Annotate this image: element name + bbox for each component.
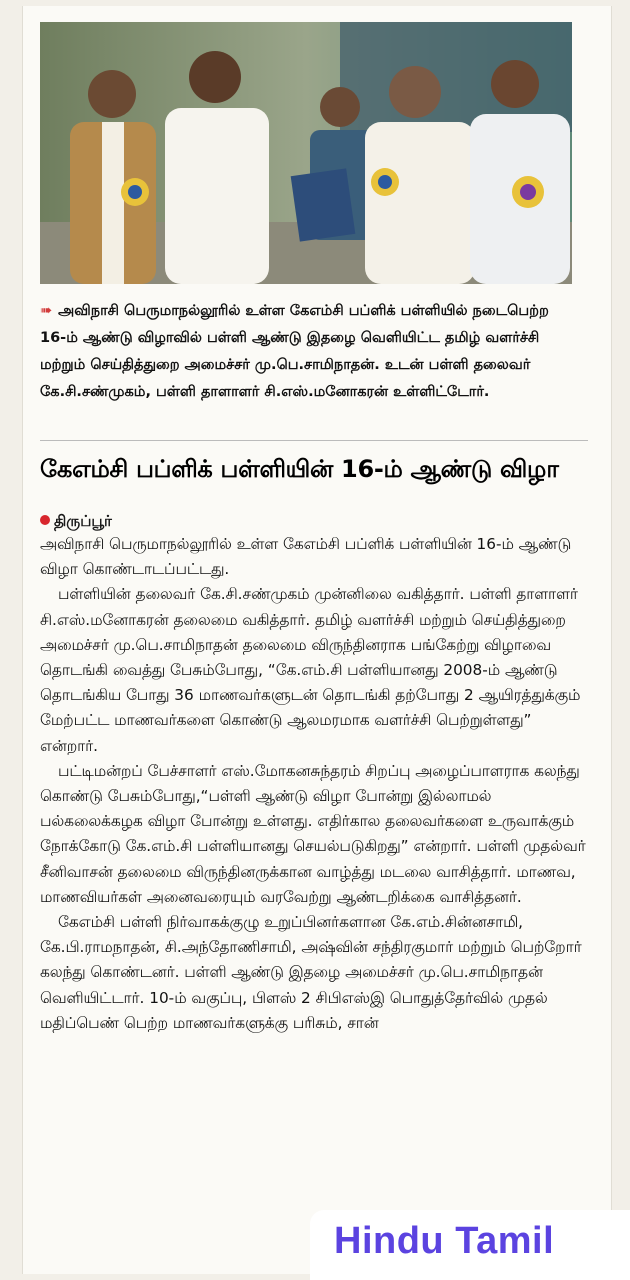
- caption-arrow-icon: ➠: [40, 303, 53, 319]
- dateline: [40, 510, 340, 532]
- red-dot-icon: [40, 515, 50, 525]
- dateline-text: திருப்பூர்: [54, 512, 112, 530]
- event-photo-illustration: [40, 22, 572, 284]
- watermark: [310, 1210, 630, 1280]
- watermark-text: Hindu Tamil: [334, 1220, 555, 1262]
- paragraph: கேஎம்சி பள்ளி நிர்வாகக்குழு உறுப்பினர்களான கே.எம்.சின்னசாமி, கே.பி.ராமநாதன், சி.அந்தோணிசாமி, அஷ்வின் சந்திரகுமார் மற்றும் பெற்றோர் கலந்து கொண்டனர். பள்ளி ஆண்டு இதழை அமைச்சர் மு.பெ.சாமிநாதன் வெளியிட்டார். 10-ம் வகுப்பு, பிளஸ் 2 சிபிஎஸ்இ பொதுத்தேர்வில் முதல் மதிப்பெண் பெற்ற மாணவர்களுக்கு பரிசும், சான்: [40, 913, 582, 1032]
- event-photo: [40, 22, 572, 284]
- paragraph: பட்டிமன்றப் பேச்சாளர் எஸ்.மோகனசுந்தரம் சிறப்பு அழைப்பாளராக கலந்து கொண்டு பேசும்போது,“பள்ளி ஆண்டு விழா போன்று இல்லாமல் பல்கலைக்கழக விழா போன்று உள்ளது. எதிர்கால தலைவர்களை உருவாக்கும் நோக்கோடு கே.எம்.சி பள்ளியானது செயல்படுகிறது” என்றார். பள்ளி முதல்வர் சீனிவாசன் தலைமை விருந்தினருக்கான வாழ்த்து மடலை வாசித்தார். மாணவ, மாணவியர்கள் அனைவரையும் வரவேற்று ஆண்டறிக்கை வாசித்தனர்.: [40, 761, 586, 906]
- photo-caption: [40, 298, 580, 406]
- divider: [40, 440, 588, 441]
- paragraph: அவிநாசி பெருமாநல்லூரில் உள்ள கேஎம்சி பப்ளிக் பள்ளியின் 16-ம் ஆண்டு விழா கொண்டாடப்பட்டது.: [40, 535, 572, 579]
- article-headline: கேஎம்சி பப்ளிக் பள்ளியின் 16-ம் ஆண்டு விழா: [40, 455, 559, 483]
- article-body: [40, 532, 590, 1036]
- caption-text: அவிநாசி பெருமாநல்லூரில் உள்ள கேஎம்சி பப்ளிக் பள்ளியில் நடைபெற்ற 16-ம் ஆண்டு விழாவில் பள்ளி ஆண்டு இதழை வெளியிட்ட தமிழ் வளர்ச்சி மற்றும் செய்தித்துறை அமைச்சர் மு.பெ.சாமிநாதன். உடன் பள்ளி தலைவர் கே.சி.சண்முகம், பள்ளி தாளாளர் சி.எஸ்.மனோகரன் உள்ளிட்டோர்.: [40, 303, 549, 400]
- paragraph: பள்ளியின் தலைவர் கே.சி.சண்முகம் முன்னிலை வகித்தார். பள்ளி தாளாளர் சி.எஸ்.மனோகரன் தலைமை வகித்தார். தமிழ் வளர்ச்சி மற்றும் செய்தித்துறை அமைச்சர் மு.பெ.சாமிநாதன் தலைமை விருந்தினராக பங்கேற்று விழாவை தொடங்கி வைத்து பேசும்போது, “கே.எம்.சி பள்ளியானது 2008-ம் ஆண்டு தொடங்கிய போது 36 மாணவர்களுடன் தொடங்கி தற்போது 2 ஆயிரத்துக்கும் மேற்பட்ட மாணவர்களை கொண்டு ஆலமரமாக வளர்ச்சி பெற்றுள்ளது” என்றார்.: [40, 585, 581, 755]
